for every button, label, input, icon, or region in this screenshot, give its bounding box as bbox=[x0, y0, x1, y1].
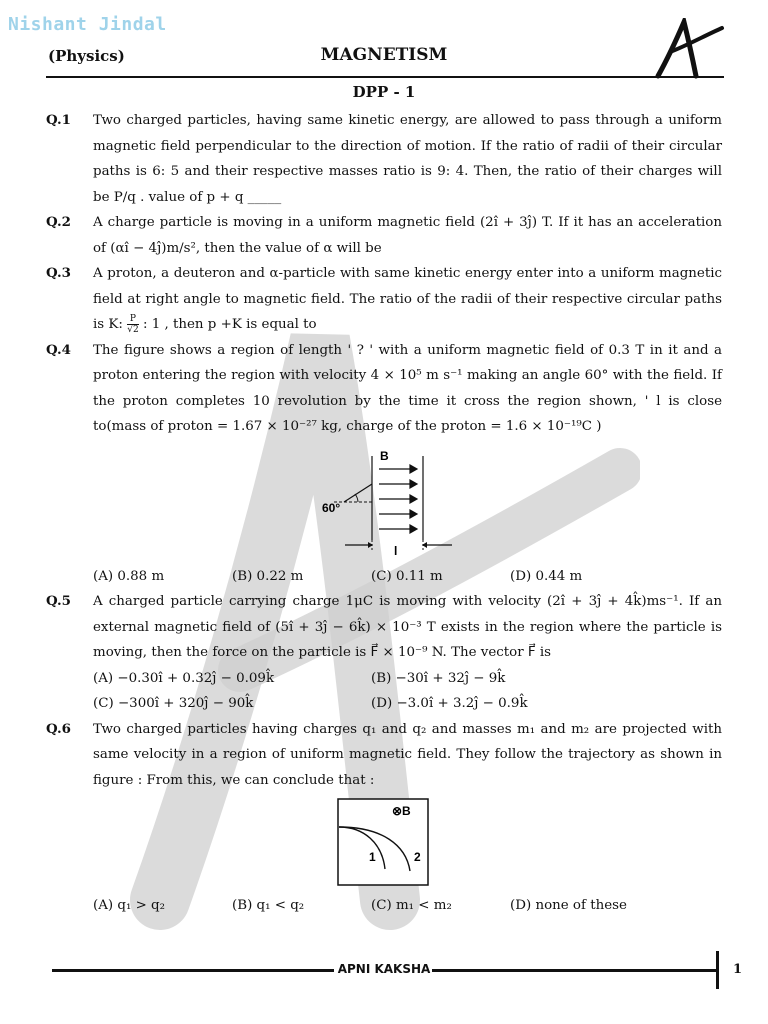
option-d[interactable]: (D) 0.44 m bbox=[510, 568, 583, 584]
option-b[interactable]: (B) q₁ < q₂ bbox=[232, 898, 305, 913]
question-5 bbox=[46, 589, 722, 717]
question-text: Two charged particles having charges q₁ and q₂ and masses m₁ and m₂ are projected with same velocity in a region of uniform magnetic field. They follow the trajectory as shown in figure : From this, we can conclude that : bbox=[93, 721, 722, 788]
magnetic-region-figure bbox=[93, 440, 722, 564]
path-label-1: 1 bbox=[369, 850, 376, 864]
subject-label: (Physics) bbox=[48, 47, 125, 65]
question-number: Q.5 bbox=[46, 593, 71, 609]
options-row bbox=[93, 564, 722, 590]
option-b[interactable]: (B) 0.22 m bbox=[232, 568, 304, 584]
field-label-b: B bbox=[380, 448, 389, 463]
question-list bbox=[46, 108, 722, 919]
question-text: A charge particle is moving in a uniform magnetic field (2î + 3ĵ) T. If it has an acceleration of (αî − 4ĵ)m/s², then the value of α will be bbox=[93, 215, 722, 256]
question-2 bbox=[46, 210, 722, 261]
footer-rule-left bbox=[52, 969, 334, 972]
length-label: l bbox=[394, 543, 398, 558]
question-1 bbox=[46, 108, 722, 210]
option-d[interactable]: (D) −3.0î + 3.2ĵ − 0.9k̂ bbox=[371, 696, 528, 711]
page-title: MAGNETISM bbox=[320, 45, 448, 65]
dpp-heading: DPP - 1 bbox=[352, 83, 416, 101]
author-watermark: Nishant Jindal bbox=[8, 14, 167, 35]
question-text: Two charged particles, having same kinetic energy, are allowed to pass through a uniform magnetic field perpendicular to the direction of motion. If the ratio of radii of their circular paths is 6: 5 and their respective masses ratio is 9: 4. Then, the ratio of their charges will be P/q . value of p + q _____ bbox=[93, 113, 722, 205]
options-row bbox=[93, 893, 722, 919]
option-d[interactable]: (D) none of these bbox=[510, 898, 627, 913]
question-text bbox=[93, 261, 722, 338]
question-number: Q.6 bbox=[46, 720, 71, 737]
question-number: Q.2 bbox=[46, 214, 71, 230]
trajectory-figure bbox=[93, 793, 722, 893]
footer-divider bbox=[716, 951, 719, 989]
option-a[interactable]: (A) 0.88 m bbox=[93, 568, 165, 584]
fraction-denominator: √2 bbox=[127, 325, 139, 335]
question-text: The figure shows a region of length ' ? ' with a uniform magnetic field of 0.3 T in it and a proton entering the region with velocity 4 × 10⁵ m s⁻¹ making an angle 60° with the field. If the proton completes 10 revolution by the time it cross the region shown, ' l is close to(mass of proton = 1.67 × 10⁻²⁷ kg, charge of the proton = 1.6 × 10⁻¹⁹C ) bbox=[93, 342, 722, 434]
header-rule bbox=[46, 76, 724, 78]
question-6 bbox=[46, 717, 722, 919]
question-3 bbox=[46, 261, 722, 338]
fraction-numerator: P bbox=[127, 314, 138, 325]
footer-rule-right bbox=[432, 969, 718, 972]
question-number: Q.3 bbox=[46, 265, 71, 281]
option-a[interactable]: (A) −0.30î + 0.32ĵ − 0.09k̂ bbox=[93, 670, 275, 686]
page-number: 1 bbox=[733, 962, 743, 977]
question-text-part-b: : 1 , then p +K is equal to bbox=[142, 317, 317, 332]
options-grid bbox=[93, 666, 722, 717]
question-4 bbox=[46, 338, 722, 590]
option-a[interactable]: (A) q₁ > q₂ bbox=[93, 898, 165, 913]
option-b[interactable]: (B) −30î + 32ĵ − 9k̂ bbox=[371, 670, 506, 686]
path-label-2: 2 bbox=[414, 850, 421, 864]
brand-logo bbox=[652, 18, 726, 80]
question-number: Q.4 bbox=[46, 341, 71, 358]
question-text: A charged particle carrying charge 1μC is moving with velocity (2î + 3ĵ + 4k̂)ms⁻¹. If an external magnetic field of (5î + 3ĵ − 6k̂) × 10⁻³ T exists in the region where the particle is moving, then the force on the particle is F⃗ × 10⁻⁹ N. The vector F⃗ is bbox=[93, 594, 722, 660]
option-c[interactable]: (C) 0.11 m bbox=[371, 568, 443, 584]
angle-label: 60° bbox=[322, 500, 341, 515]
footer-brand: APNI KAKSHA bbox=[337, 962, 431, 976]
field-label-b: ⊗B bbox=[392, 804, 411, 818]
option-c[interactable]: (C) −300î + 320ĵ − 90k̂ bbox=[93, 696, 254, 711]
fraction bbox=[127, 314, 138, 335]
question-text-part-a: A proton, a deuteron and α-particle with same kinetic energy enter into a uniform magnetic field at right angle to magnetic field. The ratio of the radii of their respective circular paths is K: bbox=[93, 266, 722, 332]
question-number: Q.1 bbox=[46, 112, 71, 128]
option-c[interactable]: (C) m₁ < m₂ bbox=[371, 898, 452, 913]
